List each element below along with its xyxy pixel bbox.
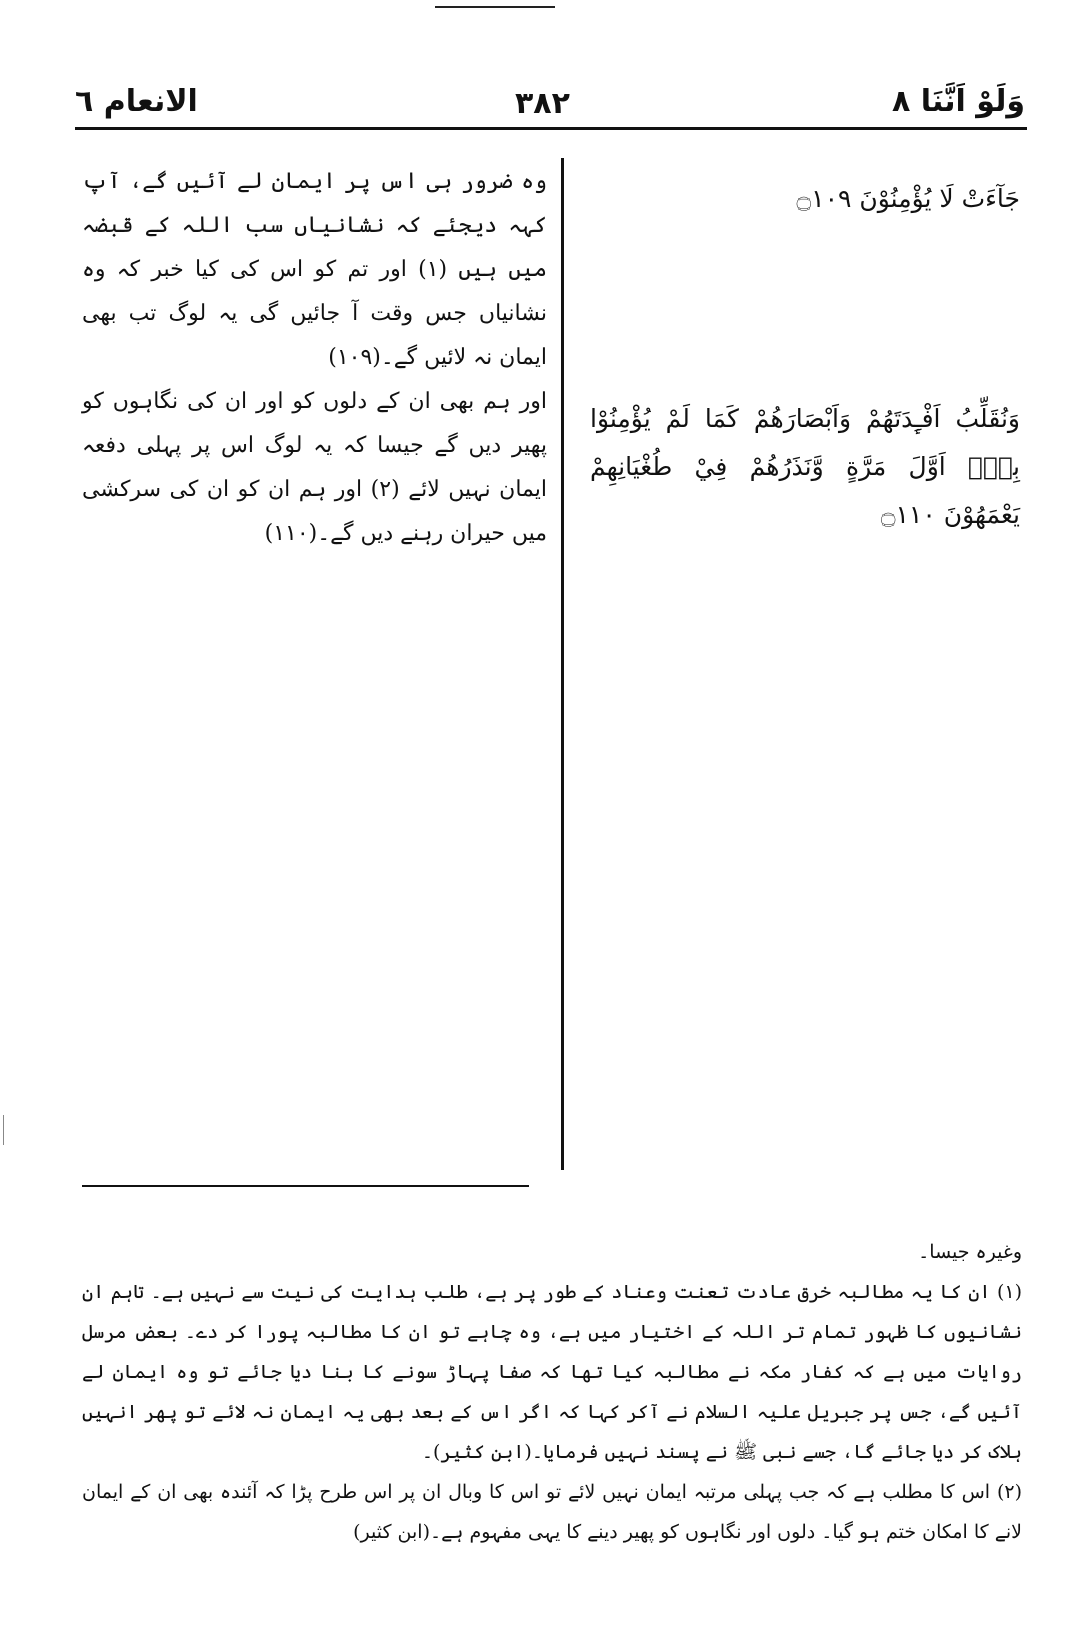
footnote-2: (۲) اس کا مطلب ہے کہ جب پہلی مرتبہ ایمان نہیں لائے تو اس کا وبال ان پر اس طرح پڑا کہ آئندہ بھی ان کے ایمان لانے کا امکان ختم ہو گیا۔ دلوں اور نگاہوں کو پھیر دینے کا یہی مفہوم ہے۔(ابن کثیر) — [82, 1481, 1022, 1543]
arabic-verse-110: وَنُقَلِّبُ اَفْـِٕدَتَهُمْ وَاَبْصَارَهُمْ كَمَا لَمْ يُؤْمِنُوْا بِهٖٓ اَوَّلَ مَرَّةٍ وَّنَذَرُهُمْ فِيْ طُغْيَانِهِمْ يَعْمَهُوْنَ ۝١١٠ — [590, 404, 1020, 529]
top-rule — [435, 6, 555, 8]
footnote-rule — [82, 1185, 529, 1187]
footnotes — [82, 1232, 1022, 1552]
header-rule — [75, 127, 1027, 130]
translation-column — [82, 160, 547, 556]
footnote-continuation: وغیرہ جیسا۔ — [918, 1241, 1022, 1263]
juz-name: وَلَوْ اَنَّنَا ٨ — [892, 84, 1025, 119]
footnote-1: (۱) ان کا یہ مطالبہ خرق عادت تعنت وعناد کے طور پر ہے، طلب ہدایت کی نیت سے نہیں ہے۔ تاہم ان نشانیوں کا ظہور تمام تر اللہ کے اختیار میں ہے، وہ چاہے تو ان کا مطالبہ پورا کر دے۔ بعض مرسل روایات میں ہے کہ کفار مکہ نے مطالبہ کیا تھا کہ صفا پہاڑ سونے کا بنا دیا جائے تو وہ ایمان لے آئیں گے، جس پر جبریل علیہ السلام نے آکر کہا کہ اگر اس کے بعد بھی یہ ایمان نہ لائے تو پھر انہیں ہلاک کر دیا جائے گا، جسے نبی ﷺ نے پسند نہیں فرمایا۔(ابن کثیر)۔ — [82, 1281, 1022, 1463]
column-divider — [561, 158, 564, 1170]
margin-mark — [3, 1115, 4, 1145]
translation-paragraph-109: وہ ضرور ہی اس پر ایمان لے آئیں گے، آپ کہہ دیجئے کہ نشانیاں سب اللہ کے قبضہ میں ہیں (۱) اور تم کو اس کی کیا خبر کہ وہ نشانیاں جس وقت آ جائیں گی یہ لوگ تب بھی ایمان نہ لائیں گے۔(۱۰۹) — [82, 169, 547, 370]
translation-paragraph-110: اور ہم بھی ان کے دلوں کو اور ان کی نگاہوں کو پھیر دیں گے جیسا کہ یہ لوگ اس پر پہلی دفعہ ایمان نہیں لائے (۲) اور ہم ان کو ان کی سرکشی میں حیران رہنے دیں گے۔(۱۱۰) — [82, 389, 547, 546]
surah-name: الانعام ٦ — [75, 84, 198, 119]
page-number: ۳۸۲ — [515, 86, 570, 121]
arabic-verse-109: جَآءَتْ لَا يُؤْمِنُوْنَ ۝١٠٩ — [796, 184, 1020, 213]
page-header — [75, 78, 1025, 130]
